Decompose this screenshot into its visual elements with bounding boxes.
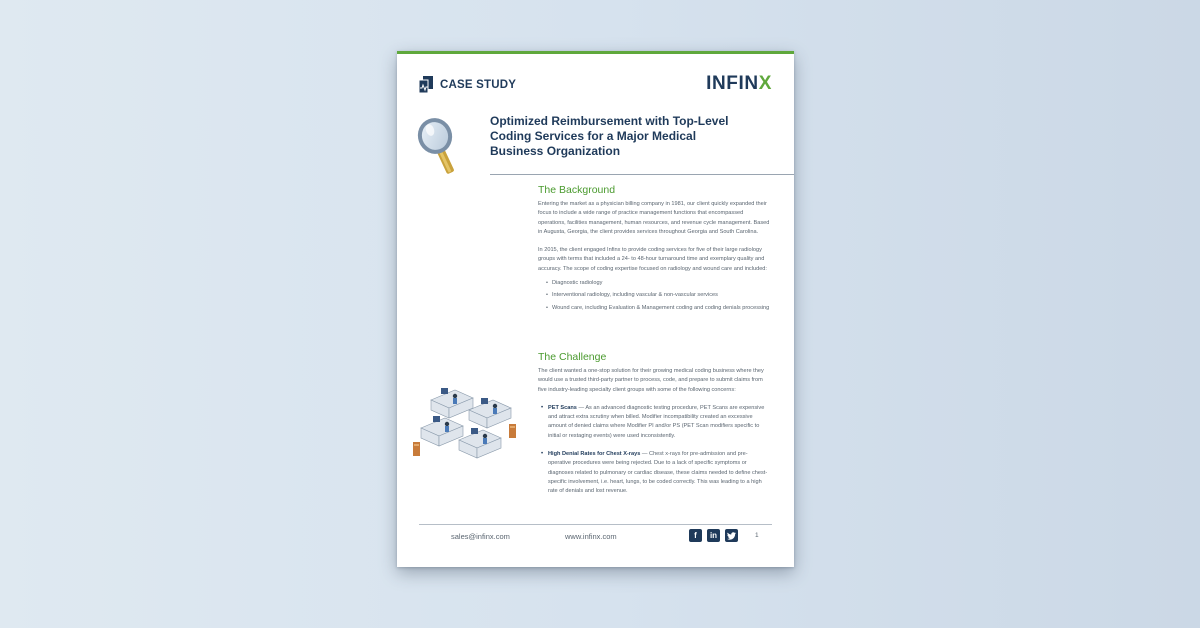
title-divider xyxy=(490,174,794,175)
case-study-document xyxy=(397,51,794,567)
footer-email[interactable]: sales@infinx.com xyxy=(451,532,510,541)
footer-divider xyxy=(419,524,772,525)
concern-title: PET Scans xyxy=(548,404,577,411)
background-heading: The Background xyxy=(538,184,616,196)
concern-title: High Denial Rates for Chest X-rays xyxy=(548,451,641,458)
twitter-icon[interactable] xyxy=(725,529,738,542)
background-section xyxy=(538,184,770,316)
infinx-logo xyxy=(706,73,772,95)
coding-scope-list xyxy=(538,279,770,313)
list-item: • Wound care, including Evaluation & Management coding and coding denials processing xyxy=(546,304,770,313)
case-study-title: Optimized Reimbursement with Top-Level Coding Services for a Major Medical Business Organization xyxy=(490,114,729,158)
case-study-label: CASE STUDY xyxy=(440,78,517,91)
background-paragraph-1: Entering the market as a physician billing company in 1981, our client quickly expanded their focus to include a wide range of practice management functions that encompassed operations, facilities management, human resources, and revenue cycle management. Based in Augusta, Georgia, the client provides services throughout Georgia and South Carolina. xyxy=(538,201,770,235)
challenge-heading: The Challenge xyxy=(538,351,607,363)
document-header xyxy=(419,73,772,98)
social-links xyxy=(689,529,738,542)
concern-text: — As an advanced diagnostic testing procedure, PET Scans are expensive and attract extra scrutiny when billed. Modifier incompatibility created an excessive amount of denied claims where Modifier PI and/or PS (PET Scan modifiers specific to initial or restaging events) were used inconsistently. xyxy=(548,404,765,439)
challenge-paragraph: The client wanted a one-stop solution for their growing medical coding business where they would use a trusted third-party partner to process, code, and prepare to submit claims from five industry-leading specialty client groups with some of the following concerns: xyxy=(538,368,764,393)
facebook-icon[interactable]: f xyxy=(689,529,702,542)
list-item: • Diagnostic radiology xyxy=(546,279,770,288)
logo-accent-text: X xyxy=(758,73,772,94)
magnifying-glass-icon xyxy=(411,116,471,178)
concern-item xyxy=(538,450,770,496)
concern-text: — Chest x-rays for pre-admission and pre-operative procedures were being rejected. Due to a lack of specific symptoms or diagnoses related to pulmonary or cardiac disease, these claims needed to define chest-specific involvement, i.e. heart, lungs, to be coded correctly. This was leading to a high rate of denials and lost revenue. xyxy=(548,451,768,495)
challenge-section xyxy=(538,351,770,497)
linkedin-icon[interactable]: in xyxy=(707,529,720,542)
office-illustration xyxy=(411,384,521,462)
case-study-label-group xyxy=(419,76,516,93)
page-number: 1 xyxy=(755,532,759,539)
concern-item xyxy=(538,404,770,441)
case-study-icon xyxy=(419,76,435,93)
logo-main-text: INFIN xyxy=(706,73,759,94)
list-item: • Interventional radiology, including vascular & non-vascular services xyxy=(546,291,770,300)
background-paragraph-2: In 2015, the client engaged Infinx to provide coding services for five of their large radiology groups with terms that included a 24- to 48-hour turnaround time and exemplary quality and accuracy. The scope of coding expertise focused on radiology and wound care and included: xyxy=(538,247,767,272)
footer-website[interactable]: www.infinx.com xyxy=(565,532,617,541)
twitter-bird-glyph xyxy=(727,532,736,540)
paragraph-gap xyxy=(538,237,770,246)
